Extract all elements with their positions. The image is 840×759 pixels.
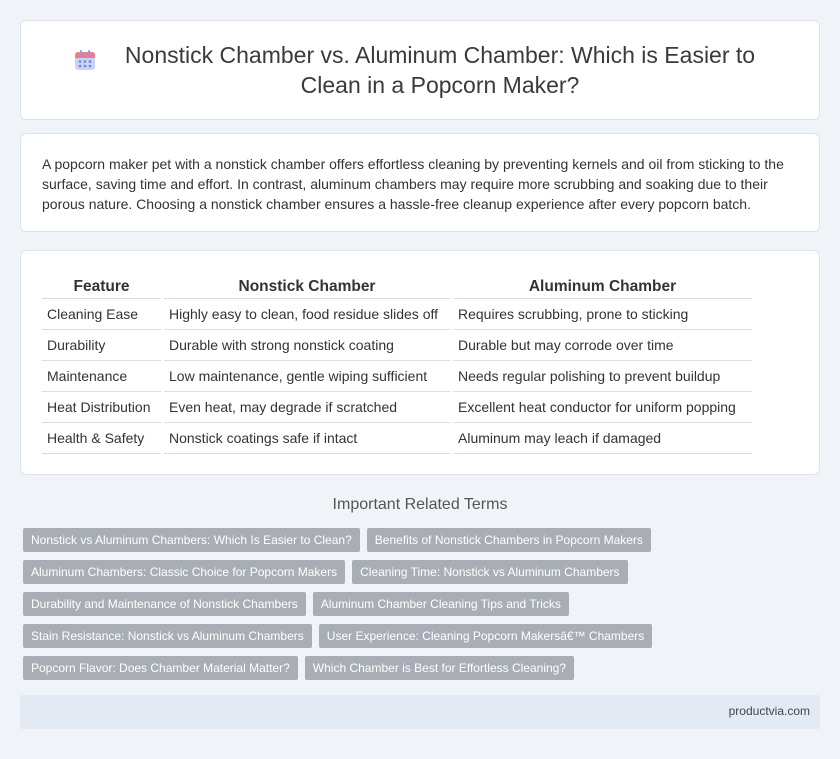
aluminum-cell: Durable but may corrode over time — [453, 330, 752, 361]
aluminum-cell: Excellent heat conductor for uniform popping — [453, 392, 752, 423]
comparison-table — [42, 273, 752, 454]
header-feature: Feature — [42, 273, 161, 299]
table-row — [42, 299, 752, 330]
nonstick-cell: Highly easy to clean, food residue slides off — [164, 299, 450, 330]
table-row — [42, 392, 752, 423]
related-term-tag[interactable]: Durability and Maintenance of Nonstick Chambers — [23, 592, 306, 616]
nonstick-cell: Nonstick coatings safe if intact — [164, 423, 450, 454]
related-term-tag[interactable]: Stain Resistance: Nonstick vs Aluminum Chambers — [23, 624, 312, 648]
feature-cell: Heat Distribution — [42, 392, 161, 423]
related-term-tag[interactable]: User Experience: Cleaning Popcorn Makersâ€™ Chambers — [319, 624, 652, 648]
feature-cell: Durability — [42, 330, 161, 361]
related-term-tag[interactable]: Benefits of Nonstick Chambers in Popcorn Makers — [367, 528, 651, 552]
related-term-tag[interactable]: Nonstick vs Aluminum Chambers: Which Is Easier to Clean? — [23, 528, 360, 552]
comparison-card — [20, 250, 820, 475]
nonstick-cell: Durable with strong nonstick coating — [164, 330, 450, 361]
related-terms-list — [23, 528, 813, 688]
title-card — [20, 20, 820, 120]
table-header-row — [42, 273, 752, 299]
page-title: Nonstick Chamber vs. Aluminum Chamber: Which is Easier to Clean in a Popcorn Maker? — [124, 42, 756, 98]
table-row — [42, 330, 752, 361]
related-term-tag[interactable]: Which Chamber is Best for Effortless Cleaning? — [305, 656, 574, 680]
nonstick-cell: Even heat, may degrade if scratched — [164, 392, 450, 423]
aluminum-cell: Requires scrubbing, prone to sticking — [453, 299, 752, 330]
table-row — [42, 423, 752, 454]
table-row — [42, 361, 752, 392]
aluminum-cell: Needs regular polishing to prevent buildup — [453, 361, 752, 392]
related-term-tag[interactable]: Aluminum Chamber Cleaning Tips and Tricks — [313, 592, 569, 616]
nonstick-cell: Low maintenance, gentle wiping sufficient — [164, 361, 450, 392]
feature-cell: Maintenance — [42, 361, 161, 392]
intro-card — [20, 133, 820, 232]
feature-cell: Health & Safety — [42, 423, 161, 454]
related-term-tag[interactable]: Aluminum Chambers: Classic Choice for Popcorn Makers — [23, 560, 345, 584]
aluminum-cell: Aluminum may leach if damaged — [453, 423, 752, 454]
related-terms-heading: Important Related Terms — [332, 496, 508, 513]
header-aluminum: Aluminum Chamber — [453, 273, 752, 299]
related-term-tag[interactable]: Cleaning Time: Nonstick vs Aluminum Chambers — [352, 560, 627, 584]
footer-site-link[interactable]: productvia.com — [728, 704, 810, 718]
feature-cell: Cleaning Ease — [42, 299, 161, 330]
header-nonstick: Nonstick Chamber — [164, 273, 450, 299]
related-term-tag[interactable]: Popcorn Flavor: Does Chamber Material Matter? — [23, 656, 298, 680]
intro-paragraph: A popcorn maker pet with a nonstick chamber offers effortless cleaning by preventing kernels and oil from sticking to the surface, saving time and effort. In contrast, aluminum chambers may require more scrubbing and soaking due to their porous nature. Choosing a nonstick chamber ensures a hassle-free cleanup experience after every popcorn batch. — [42, 156, 784, 212]
footer — [20, 695, 820, 729]
